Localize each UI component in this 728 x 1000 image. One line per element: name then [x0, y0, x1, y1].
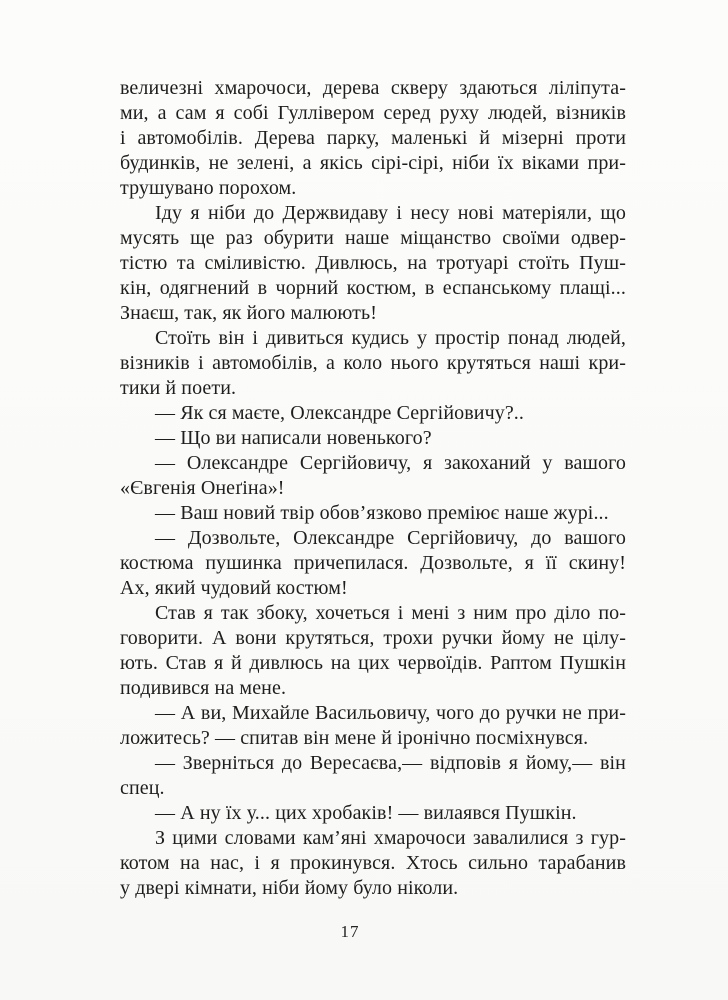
text-line: і автомобілів. Дерева парку, маленькі й мізерні проти	[120, 127, 626, 149]
text-line: Стоїть він і дивиться кудись у простір понад людей,	[155, 327, 626, 349]
text-line: ми, а сам я собі Гуллівером серед руху людей, візників	[120, 102, 626, 124]
text-line: — А ну їх у... цих хробаків! — вилаявся Пушкін.	[155, 802, 577, 824]
text-line: говорити. А вони крутяться, трохи ручки йому не цілу-	[120, 627, 626, 649]
text-line: Іду я ніби до Держвидаву і несу нові матеріяли, що	[155, 202, 626, 224]
text-line: Став я так збоку, хочеться і мені з ним про діло по-	[155, 602, 626, 624]
text-block	[120, 76, 626, 901]
text-line: візників і автомобілів, а коло нього крутяться наші кри-	[120, 352, 626, 374]
text-line: трушувано порохом.	[120, 177, 297, 199]
text-line: тістю та сміливістю. Дивлюсь, на тротуарі стоїть Пуш-	[120, 252, 626, 274]
text-line: — Дозвольте, Олександре Сергійовичу, до вашого	[155, 527, 626, 549]
text-line: ложитесь? — спитав він мене й іронічно посміхнувся.	[120, 727, 589, 749]
text-line: — А ви, Михайле Васильовичу, чого до ручки не при-	[155, 702, 626, 724]
text-line: — Олександре Сергійовичу, я закоханий у вашого	[155, 452, 626, 474]
page-number: 17	[340, 922, 360, 941]
text-line: — Як ся маєте, Олександре Сергійовичу?..	[155, 402, 525, 424]
text-line: Ах, який чудовий костюм!	[120, 577, 348, 599]
text-line: — Що ви написали новенького?	[155, 427, 432, 449]
text-line: Знаєш, так, як його малюють!	[120, 302, 377, 324]
text-line: кін, одягнений в чорний костюм, в еспанському плащі...	[120, 277, 626, 299]
text-line: костюма пушинка причепилася. Дозвольте, я її скину!	[120, 552, 626, 574]
text-line: спец.	[120, 777, 165, 799]
text-line: — Ваш новий твір обов’язково преміює наше журі...	[155, 502, 609, 524]
text-line: «Євгенія Онеґіна»!	[120, 477, 285, 499]
text-line: подивився на мене.	[120, 677, 287, 699]
text-line: ють. Став я й дивлюсь на цих червоїдів. Раптом Пушкін	[120, 652, 626, 674]
text-line: тики й поети.	[120, 377, 237, 399]
text-line: котом на нас, і я прокинувся. Хтось сильно тарабанив	[120, 852, 626, 874]
text-line: будинків, не зелені, а якісь сірі-сірі, ніби їх віками при-	[120, 152, 626, 174]
text-line: З цими словами кам’яні хмарочоси завалилися з гур-	[155, 827, 626, 849]
text-line: — Зверніться до Вересаєва,— відповів я йому,— він	[155, 752, 626, 774]
text-line: мусять ще раз обурити наше міщанство своїми одвер-	[120, 227, 626, 249]
text-line: у двері кімнати, ніби йому було ніколи.	[120, 877, 459, 899]
text-line: величезні хмарочоси, дерева скверу здаються ліліпута-	[120, 77, 626, 99]
